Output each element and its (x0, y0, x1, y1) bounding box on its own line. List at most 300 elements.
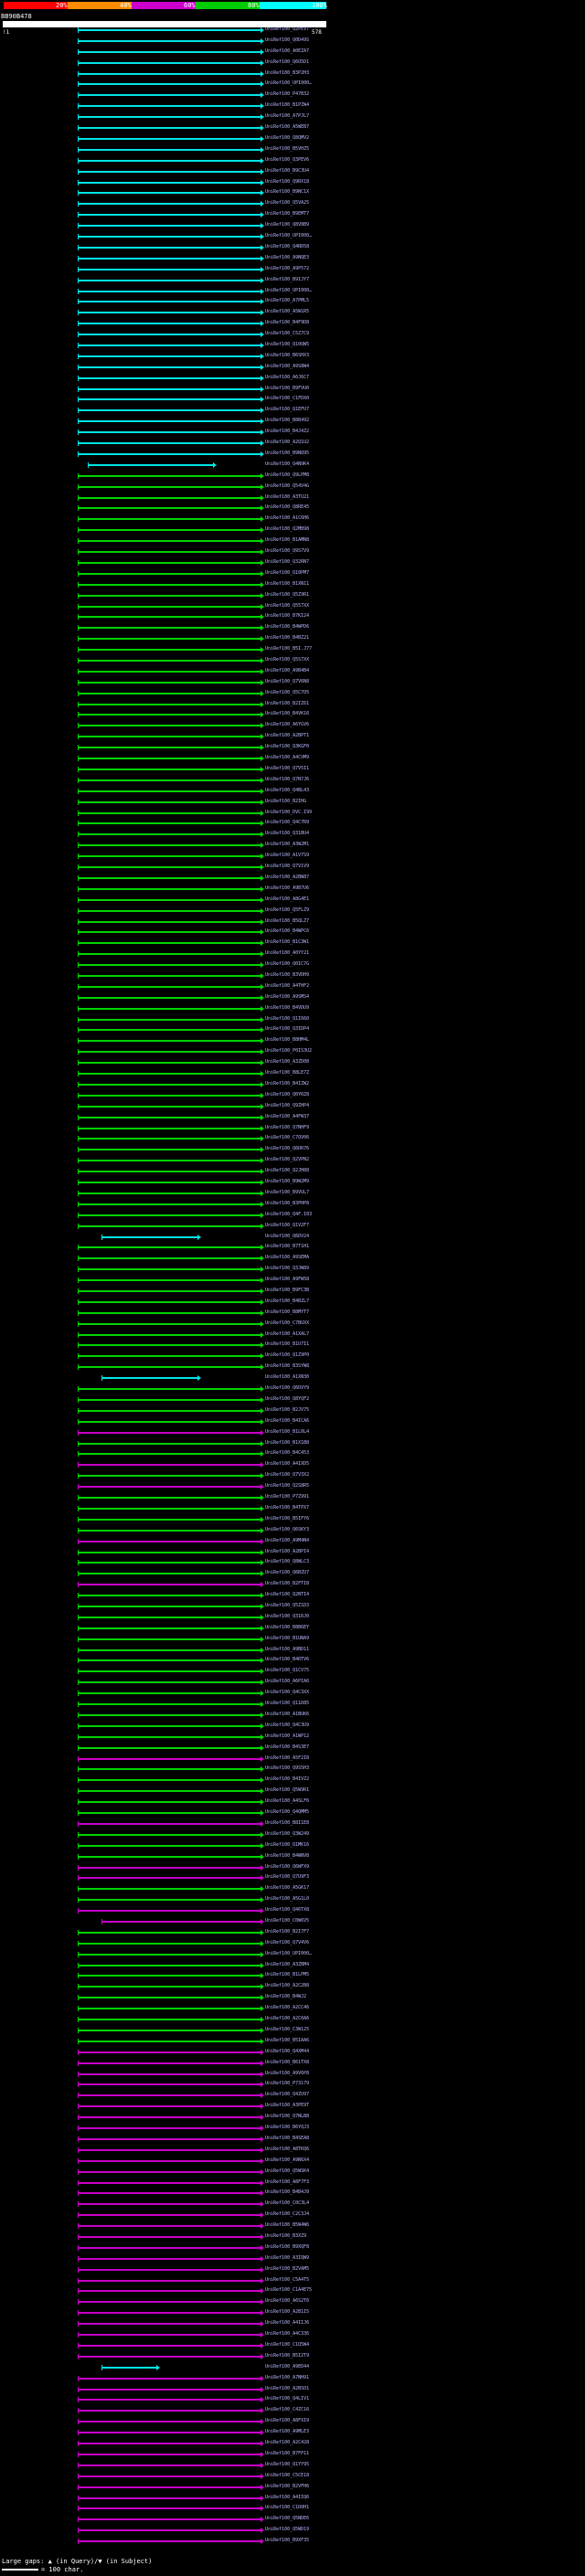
table-row[interactable] (0, 832, 585, 837)
table-row[interactable] (0, 1451, 585, 1457)
hit-label[interactable]: UniRef100_B4B4J9 (265, 2189, 310, 2196)
hit-label[interactable]: UniRef100_B4RTV6 (265, 1657, 310, 1663)
hsp-bar[interactable] (78, 2454, 261, 2455)
table-row[interactable] (0, 1571, 585, 1576)
hsp-bar[interactable] (78, 551, 261, 553)
table-row[interactable] (0, 1615, 585, 1620)
hit-label[interactable]: UniRef100_Q2MB98 (265, 526, 310, 533)
hsp-bar[interactable] (78, 2421, 261, 2422)
hit-label[interactable]: UniRef100_B1XN11 (265, 580, 310, 587)
hit-label[interactable]: UniRef100_A4CVM9 (265, 755, 310, 761)
hsp-bar[interactable] (78, 1344, 261, 1346)
hsp-bar[interactable] (78, 2410, 261, 2412)
hit-label[interactable]: UniRef100_Q557XX (265, 602, 310, 609)
hit-label[interactable]: UniRef100_B9IJY7 (265, 276, 310, 282)
hsp-bar[interactable] (78, 942, 261, 944)
hit-label[interactable]: UniRef100_B8LE7Z (265, 1070, 310, 1076)
table-row[interactable] (0, 190, 585, 196)
hsp-bar[interactable] (78, 2529, 261, 2531)
hit-label[interactable]: UniRef100_A6S2T6 (265, 2298, 310, 2305)
hsp-bar[interactable] (78, 1246, 261, 1248)
hit-label[interactable]: UniRef100_Q54V4G (265, 482, 310, 489)
table-row[interactable] (0, 365, 585, 370)
table-row[interactable] (0, 647, 585, 652)
hsp-bar[interactable] (78, 1171, 261, 1172)
hit-label[interactable]: UniRef100_Q0YRZ8 (265, 1091, 310, 1097)
hit-label[interactable]: UniRef100_A5GK17 (265, 1885, 310, 1892)
hit-label[interactable]: UniRef100_Q4C3U9 (265, 1722, 310, 1728)
hit-label[interactable]: UniRef100_A9P572 (265, 265, 310, 271)
hit-label[interactable]: UniRef100_Q1YY95 (265, 2461, 310, 2467)
hit-label[interactable]: UniRef100_Q1Z9P0 (265, 1352, 310, 1359)
hsp-bar[interactable] (78, 1638, 261, 1640)
hsp-bar[interactable] (78, 2269, 261, 2271)
table-row[interactable] (0, 1213, 585, 1218)
table-row[interactable] (0, 1224, 585, 1229)
hit-label[interactable]: UniRef100_A4IIQ6 (265, 2494, 310, 2500)
table-row[interactable] (0, 1071, 585, 1076)
table-row[interactable] (0, 1539, 585, 1544)
table-row[interactable] (0, 691, 585, 696)
hsp-bar[interactable] (78, 1475, 261, 1477)
hsp-bar[interactable] (78, 822, 261, 824)
hit-label[interactable]: UniRef100_Q5Z1D3 (265, 1603, 310, 1608)
hit-label[interactable]: UniRef100_Q10PM7 (265, 569, 310, 576)
table-row[interactable] (0, 1441, 585, 1447)
hsp-bar[interactable] (78, 2247, 261, 2249)
table-row[interactable] (0, 376, 585, 381)
hit-label[interactable]: UniRef100_B7T1H1 (265, 1244, 310, 1250)
table-row[interactable] (0, 1267, 585, 1272)
hsp-bar[interactable] (78, 1692, 261, 1694)
hsp-bar[interactable] (78, 584, 261, 586)
table-row[interactable] (0, 60, 585, 66)
hit-label[interactable]: UniRef100_Q7N7J6 (265, 776, 310, 782)
hsp-bar[interactable] (78, 2138, 261, 2140)
hsp-bar[interactable] (78, 769, 261, 770)
hsp-bar[interactable] (88, 464, 213, 466)
hit-label[interactable]: UniRef100_B5I2T9 (265, 2352, 310, 2359)
hsp-bar[interactable] (78, 529, 261, 531)
table-row[interactable] (0, 1386, 585, 1392)
hit-label[interactable]: UniRef100_A0EZA7 (265, 48, 310, 54)
hit-label[interactable]: UniRef100_B1X1B8 (265, 1439, 310, 1446)
hit-label[interactable]: UniRef100_Q1I660 (265, 1015, 310, 1022)
hit-label[interactable]: UniRef100_A4FW37 (265, 1113, 310, 1119)
hit-label[interactable]: UniRef100_P7Z991 (265, 1494, 310, 1500)
hit-label[interactable]: UniRef100_A2BW87 (265, 874, 310, 880)
hsp-bar[interactable] (78, 171, 261, 173)
hsp-bar[interactable] (78, 866, 261, 868)
table-row[interactable] (0, 1669, 585, 1674)
table-row[interactable] (0, 582, 585, 588)
hit-label[interactable]: UniRef100_B2VAM5 (265, 2265, 310, 2272)
table-row[interactable] (0, 1810, 585, 1816)
hit-label[interactable]: UniRef100_Q5WD19 (265, 2527, 310, 2533)
hsp-bar[interactable] (78, 1790, 261, 1792)
hsp-bar[interactable] (78, 182, 261, 184)
hit-label[interactable]: UniRef100_A9N6X4 (265, 2157, 310, 2163)
table-row[interactable] (0, 419, 585, 424)
hsp-bar[interactable] (78, 192, 261, 194)
hsp-bar[interactable] (78, 975, 261, 977)
table-row[interactable] (0, 1712, 585, 1718)
hit-label[interactable]: UniRef100_C0W6V5 (265, 1918, 310, 1924)
table-row[interactable] (0, 1180, 585, 1185)
table-row[interactable] (0, 1027, 585, 1033)
hsp-bar[interactable] (78, 1552, 261, 1553)
hit-label[interactable]: UniRef100_B4C453 (265, 1450, 310, 1457)
hsp-bar[interactable] (78, 704, 261, 705)
hsp-bar[interactable] (78, 1562, 261, 1564)
table-row[interactable] (0, 1777, 585, 1783)
hsp-bar[interactable] (78, 1801, 261, 1803)
hsp-bar[interactable] (78, 1975, 261, 1977)
hsp-bar[interactable] (78, 2507, 261, 2509)
table-row[interactable] (0, 1375, 585, 1381)
table-row[interactable] (0, 310, 585, 315)
hsp-bar[interactable] (78, 2280, 261, 2282)
hsp-bar[interactable] (78, 453, 261, 455)
hit-label[interactable]: UniRef100_Q7V1V9 (265, 864, 310, 870)
hsp-bar[interactable] (78, 736, 261, 737)
hsp-bar[interactable] (78, 725, 261, 726)
hit-label[interactable]: UniRef100_Q46TX8 (265, 1907, 310, 1913)
table-row[interactable] (0, 1473, 585, 1479)
table-row[interactable] (0, 2419, 585, 2424)
table-row[interactable] (0, 125, 585, 131)
hsp-bar[interactable] (78, 562, 261, 564)
table-row[interactable] (0, 886, 585, 892)
hsp-bar[interactable] (78, 910, 261, 912)
hsp-bar[interactable] (78, 1649, 261, 1651)
table-row[interactable] (0, 1930, 585, 1935)
table-row[interactable] (0, 1973, 585, 1978)
hsp-bar[interactable] (78, 2160, 261, 2162)
table-row[interactable] (0, 2321, 585, 2327)
table-row[interactable] (0, 1082, 585, 1087)
table-row[interactable] (0, 549, 585, 555)
hit-label[interactable]: UniRef100_B2VFH6 (265, 2483, 310, 2489)
hit-label[interactable]: UniRef100_A4IIJ6 (265, 2320, 310, 2327)
hit-label[interactable]: UniRef100_B3PHP8 (265, 1200, 310, 1206)
hsp-bar[interactable] (78, 2258, 261, 2260)
hsp-bar[interactable] (101, 1377, 197, 1379)
hsp-bar[interactable] (78, 323, 261, 324)
hsp-bar[interactable] (78, 1867, 261, 1869)
hsp-bar[interactable] (78, 2345, 261, 2347)
table-row[interactable] (0, 1799, 585, 1805)
table-row[interactable] (0, 1832, 585, 1838)
hit-label[interactable]: UniRef100_B4J4Z2 (265, 429, 310, 435)
table-row[interactable] (0, 2506, 585, 2511)
hit-label[interactable]: UniRef100_Q3W249 (265, 1830, 310, 1837)
table-row[interactable] (0, 984, 585, 990)
hsp-bar[interactable] (78, 1257, 261, 1259)
table-row[interactable] (0, 951, 585, 957)
table-row[interactable] (0, 169, 585, 175)
table-row[interactable] (0, 2104, 585, 2109)
table-row[interactable] (0, 1506, 585, 1511)
hsp-bar[interactable] (78, 366, 261, 368)
table-row[interactable] (0, 147, 585, 153)
table-row[interactable] (0, 625, 585, 631)
table-row[interactable] (0, 1093, 585, 1098)
hsp-bar[interactable] (78, 1899, 261, 1901)
hsp-bar[interactable] (78, 899, 261, 901)
table-row[interactable] (0, 158, 585, 164)
hit-label[interactable]: UniRef100_A7PJL7 (265, 113, 310, 120)
hsp-bar[interactable] (78, 2497, 261, 2499)
hsp-bar[interactable] (78, 486, 261, 488)
hit-label[interactable]: UniRef100_Q7V3X2 (265, 1472, 310, 1479)
hit-label[interactable]: UniRef100_C1FDX0 (265, 396, 310, 402)
table-row[interactable] (0, 614, 585, 620)
hit-label[interactable]: UniRef100_Q6BZU7 (265, 1570, 310, 1576)
table-row[interactable] (0, 2234, 585, 2240)
table-row[interactable] (0, 2539, 585, 2544)
hit-label[interactable]: UniRef100_A5W1R5 (265, 309, 310, 315)
table-row[interactable] (0, 2463, 585, 2468)
table-row[interactable] (0, 1353, 585, 1359)
table-row[interactable] (0, 1235, 585, 1240)
hsp-bar[interactable] (78, 833, 261, 835)
hit-label[interactable]: UniRef100_B9W2M9 (265, 1179, 310, 1185)
hit-label[interactable]: UniRef100_B9EMT7 (265, 211, 310, 217)
hsp-bar[interactable] (78, 1225, 261, 1227)
hsp-bar[interactable] (78, 2236, 261, 2238)
hsp-bar[interactable] (78, 345, 261, 346)
hit-label[interactable]: UniRef100_Q3IDP4 (265, 1026, 310, 1033)
hsp-bar[interactable] (78, 1432, 261, 1434)
hit-label[interactable]: UniRef100_A1WP12 (265, 1733, 310, 1739)
hit-label[interactable]: UniRef100_A3ZBM4 (265, 1961, 310, 1967)
hsp-bar[interactable] (78, 1845, 261, 1847)
table-row[interactable] (0, 1723, 585, 1729)
table-row[interactable] (0, 223, 585, 228)
hit-label[interactable]: UniRef100_Q32RN7 (265, 558, 310, 565)
table-row[interactable] (0, 1897, 585, 1903)
hit-label[interactable]: UniRef100_Q11D85 (265, 1701, 310, 1707)
table-row[interactable] (0, 1528, 585, 1533)
table-row[interactable] (0, 1952, 585, 1957)
hsp-bar[interactable] (78, 1747, 261, 1749)
table-row[interactable] (0, 1626, 585, 1631)
hsp-bar[interactable] (78, 1019, 261, 1021)
hit-label[interactable]: UniRef100_A3W2M1 (265, 842, 310, 848)
hsp-bar[interactable] (78, 877, 261, 879)
hsp-bar[interactable] (78, 2105, 261, 2107)
table-row[interactable] (0, 1288, 585, 1294)
table-row[interactable] (0, 1919, 585, 1924)
hit-label[interactable]: UniRef100_Q4BL43 (265, 787, 310, 793)
hsp-bar[interactable] (78, 1366, 261, 1368)
hsp-bar[interactable] (78, 269, 261, 270)
hsp-bar[interactable] (78, 953, 261, 955)
table-row[interactable] (0, 2039, 585, 2044)
table-row[interactable] (0, 1049, 585, 1055)
table-row[interactable] (0, 92, 585, 98)
hit-label[interactable]: UniRef100_A8TKQ6 (265, 2146, 310, 2152)
hit-label[interactable]: UniRef100_A5F2I8 (265, 1754, 310, 1761)
table-row[interactable] (0, 1604, 585, 1609)
hsp-bar[interactable] (78, 616, 261, 618)
hsp-bar[interactable] (78, 2203, 261, 2205)
table-row[interactable] (0, 1648, 585, 1653)
hit-label[interactable]: UniRef100_Q1MK16 (265, 1841, 310, 1848)
hit-label[interactable]: UniRef100_A1C6H6 (265, 515, 310, 522)
hsp-bar[interactable] (78, 1943, 261, 1945)
table-row[interactable] (0, 1560, 585, 1565)
hit-label[interactable]: UniRef100_B4WPC6 (265, 928, 310, 935)
hit-label[interactable]: UniRef100_B9NQ95 (265, 450, 310, 456)
hsp-bar[interactable] (78, 1051, 261, 1053)
hsp-bar[interactable] (78, 1203, 261, 1205)
table-row[interactable] (0, 2072, 585, 2077)
hsp-bar[interactable] (78, 2465, 261, 2466)
hsp-bar[interactable] (78, 94, 261, 96)
hit-label[interactable]: UniRef100_A7NH91 (265, 2374, 310, 2380)
hsp-bar[interactable] (78, 2019, 261, 2020)
hsp-bar[interactable] (78, 1779, 261, 1781)
hit-label[interactable]: UniRef100_A0YY21 (265, 950, 310, 957)
hsp-bar[interactable] (78, 1421, 261, 1423)
hsp-bar[interactable] (78, 1040, 261, 1042)
hit-label[interactable]: UniRef100_B9VUL7 (265, 1189, 310, 1195)
hsp-bar[interactable] (78, 1910, 261, 1912)
table-row[interactable] (0, 332, 585, 337)
hsp-bar[interactable] (78, 2030, 261, 2031)
hit-label[interactable]: UniRef100_UPI000… (265, 80, 313, 87)
table-row[interactable] (0, 875, 585, 881)
table-row[interactable] (0, 2452, 585, 2457)
table-row[interactable] (0, 212, 585, 217)
hit-label[interactable]: UniRef100_Q5Z9R1 (265, 591, 310, 598)
table-row[interactable] (0, 973, 585, 979)
table-row[interactable] (0, 2299, 585, 2305)
table-row[interactable] (0, 1245, 585, 1250)
table-row[interactable] (0, 1517, 585, 1522)
table-row[interactable] (0, 1756, 585, 1762)
table-row[interactable] (0, 27, 585, 33)
table-row[interactable] (0, 2387, 585, 2392)
hit-label[interactable]: UniRef100_B4F9D8 (265, 320, 310, 326)
hit-label[interactable]: UniRef100_B4BZ21 (265, 635, 310, 641)
hit-label[interactable]: UniRef100_UPI000… (265, 287, 313, 293)
hsp-bar[interactable] (78, 214, 261, 216)
hsp-bar[interactable] (78, 2171, 261, 2173)
table-row[interactable] (0, 103, 585, 109)
table-row[interactable] (0, 2376, 585, 2381)
hit-label[interactable]: UniRef100_Q4N9K4 (265, 461, 310, 467)
hit-label[interactable]: UniRef100_B1L0L4 (265, 1428, 310, 1435)
hit-label[interactable]: UniRef100_Q4C7R9 (265, 820, 310, 826)
hsp-bar[interactable] (78, 997, 261, 999)
table-row[interactable] (0, 2441, 585, 2446)
hit-label[interactable]: UniRef100_B5QLZ7 (265, 917, 310, 924)
hit-label[interactable]: UniRef100_Q7V6N8 (265, 678, 310, 684)
hsp-bar[interactable] (78, 1279, 261, 1281)
hsp-bar[interactable] (78, 812, 261, 814)
hit-label[interactable]: UniRef100_Q31BU4 (265, 831, 310, 837)
hit-label[interactable]: UniRef100_Q6DV24 (265, 1233, 310, 1239)
table-row[interactable] (0, 1495, 585, 1500)
hit-label[interactable]: UniRef100_Q4C3XX (265, 1690, 310, 1696)
hsp-bar[interactable] (101, 2367, 156, 2369)
hsp-bar[interactable] (78, 1834, 261, 1836)
hsp-bar[interactable] (78, 2008, 261, 2009)
hit-label[interactable]: UniRef100_A9SMS4 (265, 993, 310, 1000)
hsp-bar[interactable] (78, 2389, 261, 2390)
table-row[interactable] (0, 864, 585, 870)
hit-label[interactable]: UniRef100_Q5VA25 (265, 200, 310, 207)
hit-label[interactable]: UniRef100_A2Q1U2 (265, 440, 310, 446)
hit-label[interactable]: UniRef100_Q4QMM5 (265, 1809, 310, 1816)
hit-label[interactable]: UniRef100_B4BZL7 (265, 1298, 310, 1304)
hit-label[interactable]: UniRef100_A3ZD08 (265, 1059, 310, 1065)
hit-label[interactable]: UniRef100_Q2VPN2 (265, 1157, 310, 1163)
table-row[interactable] (0, 1115, 585, 1120)
hsp-bar[interactable] (78, 1530, 261, 1532)
hit-label[interactable]: UniRef100_A1BUK6 (265, 1711, 310, 1717)
hsp-bar[interactable] (78, 2094, 261, 2096)
table-row[interactable] (0, 1766, 585, 1772)
hsp-bar[interactable] (78, 1888, 261, 1890)
hsp-bar[interactable] (78, 398, 261, 400)
hit-label[interactable]: UniRef100_B1LPM5 (265, 1972, 310, 1978)
table-row[interactable] (0, 2256, 585, 2262)
table-row[interactable] (0, 2180, 585, 2186)
hit-label[interactable]: UniRef100_A6YGV6 (265, 722, 310, 728)
hit-label[interactable]: UniRef100_A9MLE3 (265, 2429, 310, 2435)
hit-label[interactable]: UniRef100_Q8RE45 (265, 504, 310, 511)
hsp-bar[interactable] (78, 1486, 261, 1488)
hit-label[interactable]: UniRef100_A4THF2 (265, 982, 310, 989)
hit-label[interactable]: UniRef100_B5W4W6 (265, 2222, 310, 2229)
hsp-bar[interactable] (78, 442, 261, 444)
table-row[interactable] (0, 1865, 585, 1871)
hit-label[interactable]: UniRef100_Q9S5H3 (265, 1765, 310, 1772)
hit-label[interactable]: UniRef100_B4WPD6 (265, 624, 310, 631)
table-row[interactable] (0, 397, 585, 402)
hsp-bar[interactable] (78, 1073, 261, 1075)
hsp-bar[interactable] (101, 1236, 197, 1238)
hit-label[interactable]: UniRef100_B4WNV8 (265, 1852, 310, 1859)
table-row[interactable] (0, 560, 585, 566)
hit-label[interactable]: UniRef100_Q8V8B9 (265, 222, 310, 228)
hit-label[interactable]: UniRef100_B9FVU0 (265, 385, 310, 391)
hsp-bar[interactable] (78, 2192, 261, 2194)
table-row[interactable] (0, 1060, 585, 1065)
table-row[interactable] (0, 2093, 585, 2098)
hsp-bar[interactable] (78, 1595, 261, 1596)
table-row[interactable] (0, 908, 585, 914)
hsp-bar[interactable] (78, 1301, 261, 1303)
hsp-bar[interactable] (78, 2116, 261, 2118)
hsp-bar[interactable] (78, 1758, 261, 1760)
hsp-bar[interactable] (78, 1856, 261, 1858)
hsp-bar[interactable] (78, 2356, 261, 2358)
hsp-bar[interactable] (78, 1355, 261, 1357)
hsp-bar[interactable] (78, 1062, 261, 1064)
table-row[interactable] (0, 756, 585, 761)
table-row[interactable] (0, 1147, 585, 1152)
hit-label[interactable]: UniRef100_A9V6P8 (265, 2070, 310, 2076)
table-row[interactable] (0, 778, 585, 783)
hit-label[interactable]: UniRef100_Q5S7XX (265, 657, 310, 663)
hsp-bar[interactable] (78, 1117, 261, 1118)
hit-label[interactable]: UniRef100_Q6DR76 (265, 1146, 310, 1152)
